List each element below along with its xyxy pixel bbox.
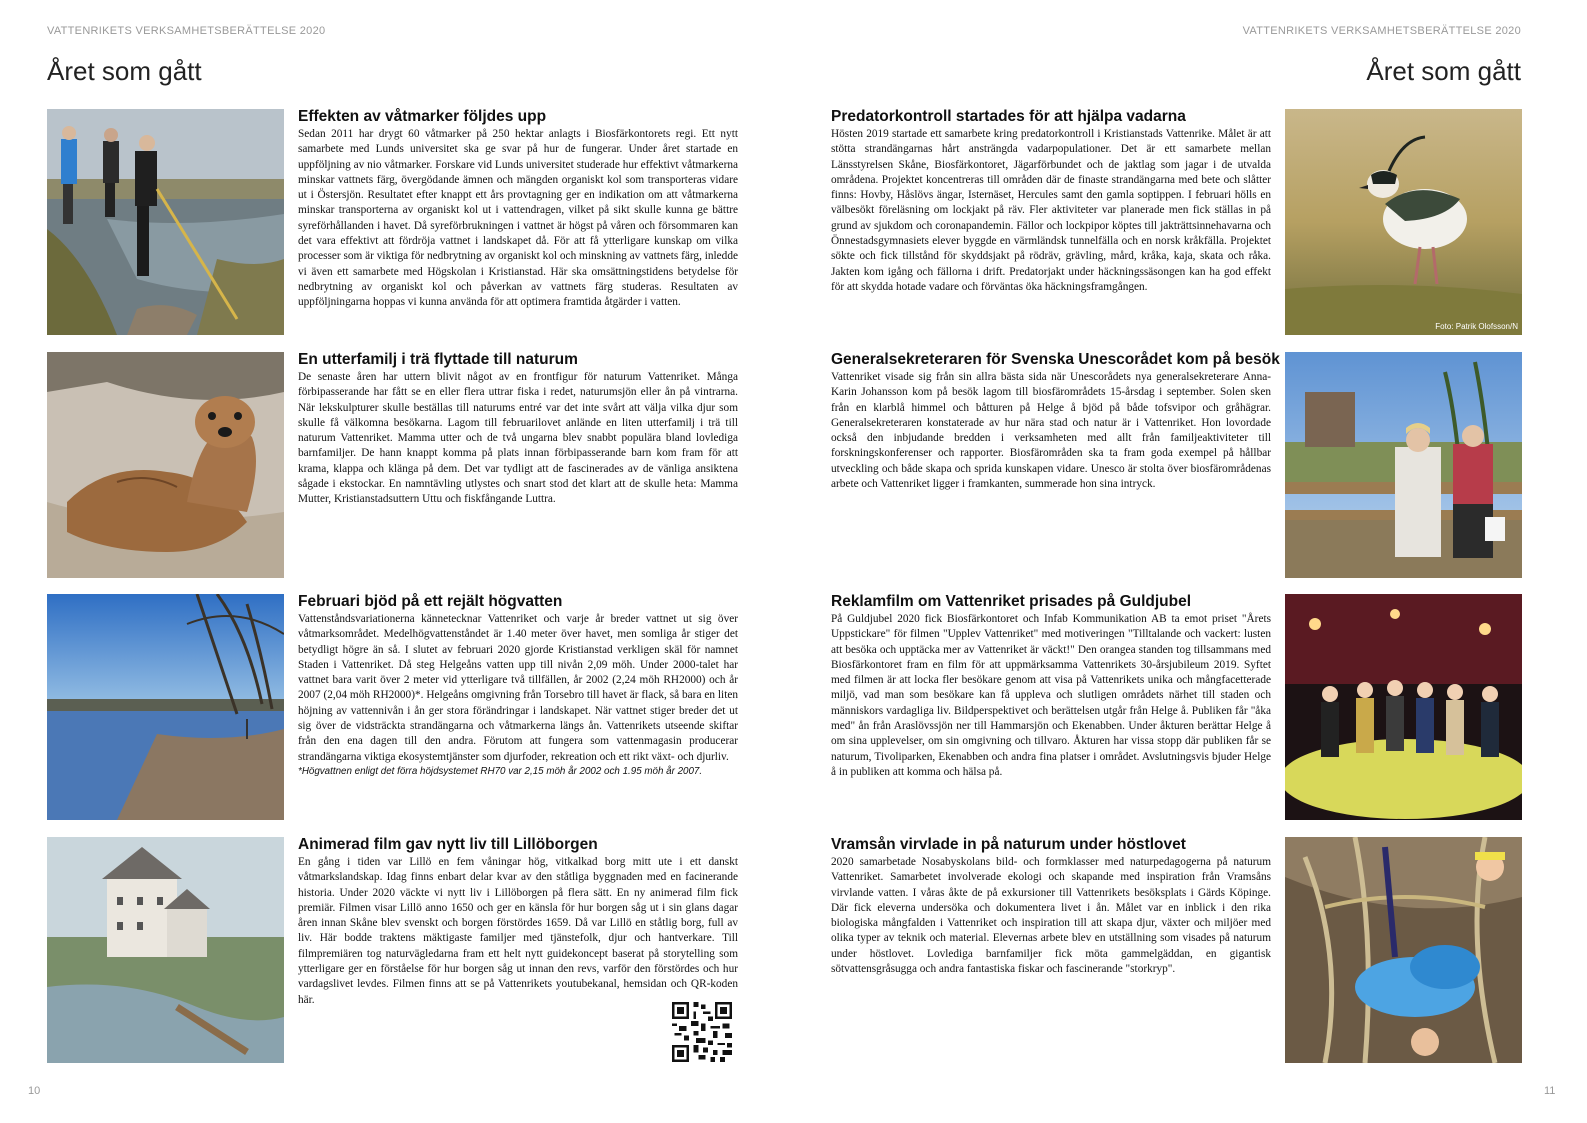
article-high-water [298,593,738,778]
guldjubel-award-photo [1285,594,1522,820]
vramsan-exhibition-photo [1285,837,1522,1063]
unesco-visitors-photo [1285,352,1522,578]
article-wetlands [298,108,738,311]
qr-code[interactable] [672,1002,732,1062]
article-otter-family [298,351,738,508]
article-title: En utterfamilj i trä flyttade till naturum [298,351,578,368]
article-title: Generalsekreteraren för Svenska Unescorådet kom på besök [831,351,1280,368]
wetland-researchers-photo [47,109,284,335]
article-title: Februari bjöd på ett rejält högvatten [298,593,563,610]
article-body: Vattenståndsvariationerna kännetecknar Vattenriket och varje år breder vattnet ut sig över våtmarksområdet. Medelhögvattenståndet är 1.40 meter över havet, men somliga år stiger det betydligt högre än så. I slutet av februari 2020 gjorde Kristianstad verkligen skäl för namnet Staden i Vattenriket. Då steg Helgeåns vatten upp till nivån 2,09 möh. Under 2000-talet har vattnet bara varit över 2 meter vid ytterligare två tillfällen, år 2002 (2,24 möh RH2000) och år 2007 (2,04 möh RH2000)*. Helgeåns omgivning från Torsebro till havet är flack, så bara en liten höjning av vattennivån i ån ger stora förändringar i landskapet. När vattnet stiger breder det ut sig över de vidsträckta strandängarna och våtmarkerna längs ån. Vattenrikets utseende skiftar från den ena dagen till den andra. Förutom att fungera som vattenmagasin producerar strandängarna viktiga ekosystemtjänster som djurfoder, rekreation och ett rikt växt- och djurliv. [298,613,738,763]
article-body: De senaste åren har uttern blivit något av en frontfigur för naturum Vattenriket. Många förbipasserande har fått se en eller flera uttrar fiska i redet, naturumsjön eller ån på vintrarna. När lekskulpturer skulle beställas till naturums entré var det inte svårt att välja vilka djur som skulle få välkomna besökarna. Lagom till februarilovet anlände en liten utterfamilj i trä till naturum Vattenriket. Mamma utter och de två ungarna blev snabbt populära bland lovlediga barnfamiljer. De hann knappt komma på plats innan förbipasserande barn kom fram för att krama, klappa och klänga på dem. Det var tydligt att de fascinerades av de vänliga ansiktena sågade i ekstockar. En namntävling utlystes och snart stod det klart att de skulle heta: Mamma Mutter, Kristianstadsuttern Uttu och fiskfångande Luttra. [298,371,738,506]
section-title-left: Året som gått [47,56,202,86]
page-number-right: 11 [1544,1085,1556,1097]
article-body: Hösten 2019 startade ett samarbete kring predatorkontroll i Kristianstads Vattenrike. Målet är att stötta strandängarnas hårt ansträngda vadarpopulationer. Det är ett samarbete mellan Länsstyrelsen Skåne, Biosfärkontoret, Jägarförbundet och de jaktlag som jagar i de utvalda områdena. Projektet koncentreras till områden där de finaste strandängarna med bete och slåtter finns: Hovby, Håslövs ängar, Isternäset, Hercules samt den gamla soptippen. I februari hölls en välbesökt föreläsning om lockjakt på räv. Fler aktiviteter var planerade men fick ställas in på grund av sjukdom och coronapandemin. Fällor och lockpipor köptes till jakträttsinnehavarna och Önnestadsgymnasiets elever byggde en värmländsk tunnelfälla och en norsk kråkfälla. Projektet sökte och fick tillstånd för skyddsjakt på rödräv, grävling, mård, kråka, kaja, skata och råka. Jakten kom igång och fällorna i drift. Predatorjakt under häckningssäsongen kan ha god effekt för att skydda hotade vadare och förväntas öka häckningsframgången. [831,128,1271,293]
otter-sculpture-photo [47,352,284,578]
article-body: Vattenriket visade sig från sin allra bästa sida när Unescorådets nya generalsekreterare Anna-Karin Johansson kom på besök lagom till biosfärområdets 15-årsdag i september. Solen sken från en klarblå himmel och båtturen på Helge å bjöd på både tofsvipor och gråhägrar. Generalsekreteraren konstaterade av hur nära stad och natur är i Vattenriket. Hon lovordade också den inbjudande bredden i verksamheten med allt från familjeaktiviteter till forskningskonferenser och rapporter. Biosfärområden ska ta fram goda exempel på hållbar utveckling och både skapa och sprida kunskapen vidare. Unesco är stolta över biosfärområdenas arbete och Vattenriket ligger i framkanten, summerade hon sina intryck. [831,371,1271,491]
article-predator-control [831,108,1271,295]
article-guldjubel [831,593,1271,780]
article-title: Reklamfilm om Vattenriket prisades på Guldjubel [831,593,1192,610]
article-body: Sedan 2011 har drygt 60 våtmarker på 250 hektar anlagts i Biosfärkontorets regi. Ett nytt samarbete med Lunds universitet ska ge svar på hur de fungerar. Under året startade en uppföljning av nio våtmarker. Forskare vid Lunds universitet studerade hur effektivt våtmarkerna minskar vattnets färg, övergödande ämnen och mängden organiskt kol som transporteras vidare ut i Östersjön. Resultatet efter knappt ett års provtagning ger en indikation om att våtmarkerna minskar transporterna av organiskt kol ut i vattendragen, vilket på sikt skulle kunna ge bättre syreförhållanden i havet. Då syreförbrukningen i vattnet är högst på våren och försommaren kan det vara effektivt att fördröja vattnet i landskapet då. För att få ytterligare kunskap om vilka processer som är viktiga för nedbrytning av organiskt kol och minskning av vattnets färg, inledde vi även ett samarbete med Högskolan i Kristianstad. Här ska omsättningstidens betydelse för nedbrytning av organiskt kol och påverkan av vattnets färg studeras. Resultaten av uppföljningarna hoppas vi kunna använda för att optimera framtida åtgärder i vatten. [298,128,738,309]
article-title: Predatorkontroll startades för att hjälpa vadarna [831,108,1186,125]
article-body: 2020 samarbetade Nosabyskolans bild- och formklasser med naturpedagogerna på naturum Vattenriket. Samarbetet involverade ekologi och skapande med inspiration från Vramsåns virvlande vatten. I våras åkte de på exkursioner till Vattenrikets besöksplats i Gärds Köpinge. Där fick eleverna undersöka och dokumentera livet i ån. Målet var en inblick i den rika biologiska mångfalden i Vattenriket och inspiration till att skapa djur, växter och miljöer med olika typer av teknik och material. Elevernas arbete blev en utställning som visades på naturum under höstlovet. Lovlediga barnfamiljer fick möta gammelgäddan, en gigantisk sötvattensgråsugga och andra fantastiska fiskar och fascinerande "storkryp". [831,856,1271,976]
running-header-left: VATTENRIKETS VERKSAMHETSBERÄTTELSE 2020 [47,25,326,37]
high-water-river-photo [47,594,284,820]
running-header-right: VATTENRIKETS VERKSAMHETSBERÄTTELSE 2020 [1242,25,1521,37]
article-body: En gång i tiden var Lillö en fem våningar hög, vitkalkad borg mitt ute i ett danskt våtmarkslandskap. Idag finns enbart delar kvar av den ståtliga byggnaden med en facinerande historia. Under 2020 väckte vi nytt liv i Lillöborgen på flera sätt. En ny animerad film fick premiär. Filmen visar Lillö anno 1650 och ger en känsla för hur borgen såg ut i sin glans dagar åren innan Skåne blev svenskt och borgen förstördes 1659. Då var Lillö en ståtlig borg, full av liv. Här bodde traktens mäktigaste familjer med tjänstefolk, djur och hantverkare. Till filmpremiären tog naturvägledarna fram ett helt nytt guidekoncept baserat på storytelling som ytterligare ger en förståelse för hur borgen såg ut innan den revs, varför den förstördes och hur vardagslivet levdes. Filmen finns att se på Vattenrikets youtubekanal, hemsidan och QR-koden här. [298,856,738,1006]
photo-credit: Foto: Patrik Olofsson/N [1435,322,1518,331]
article-body: På Guldjubel 2020 fick Biosfärkontoret och Infab Kommunikation AB ta emot priset "Årets Uppstickare" för filmen "Upplev Vattenriket" med motiveringen "Tilltalande och vackert: lusten att besöka och upptäcka mer av Vattenriket är väckt!" Den orangea standen tog tillsammans med Biosfärkontoret fram en film för att uppmärksamma Vattenrikets 30-årsjubileum 2019. Syftet med filmen är att locka fler besökare genom att visa på Vattenrikets unika och mångfacetterade miljö, vad man som besökare kan få uppleva och slutligen områdets närhet till staden och människors vardagliga liv. Bildperspektivet och berättelsen utgår från Helge å. Publiken får "åka med" ån från Araslövssjön ner till Hammarsjön och Ekenabben. Under åkturen berättar Helge å om sina upplevelser, om sin omgivning och tillvaro. Åkturen har vissa stopp där publiken får se naturum, Tivoliparken, Ekenabben och andra fina platser i området. Avslutningsvis bjuder Helge å in publiken att komma och hälsa på. [831,613,1271,778]
article-title: Vramsån virvlade in på naturum under höstlovet [831,836,1186,853]
lillo-castle-illustration [47,837,284,1063]
article-vramsan [831,836,1271,977]
article-unesco-visit [831,351,1280,492]
lapwing-photo [1285,109,1522,335]
article-footnote: *Högvattnen enligt det förra höjdsystemet RH70 var 2,15 möh år 2002 och 1.95 möh år 2007. [298,765,703,777]
section-title-right: Året som gått [1366,56,1521,86]
page-number-left: 10 [28,1085,41,1097]
article-lillo-film [298,836,738,1008]
article-title: Animerad film gav nytt liv till Lillöborgen [298,836,598,853]
article-title: Effekten av våtmarker följdes upp [298,108,547,125]
